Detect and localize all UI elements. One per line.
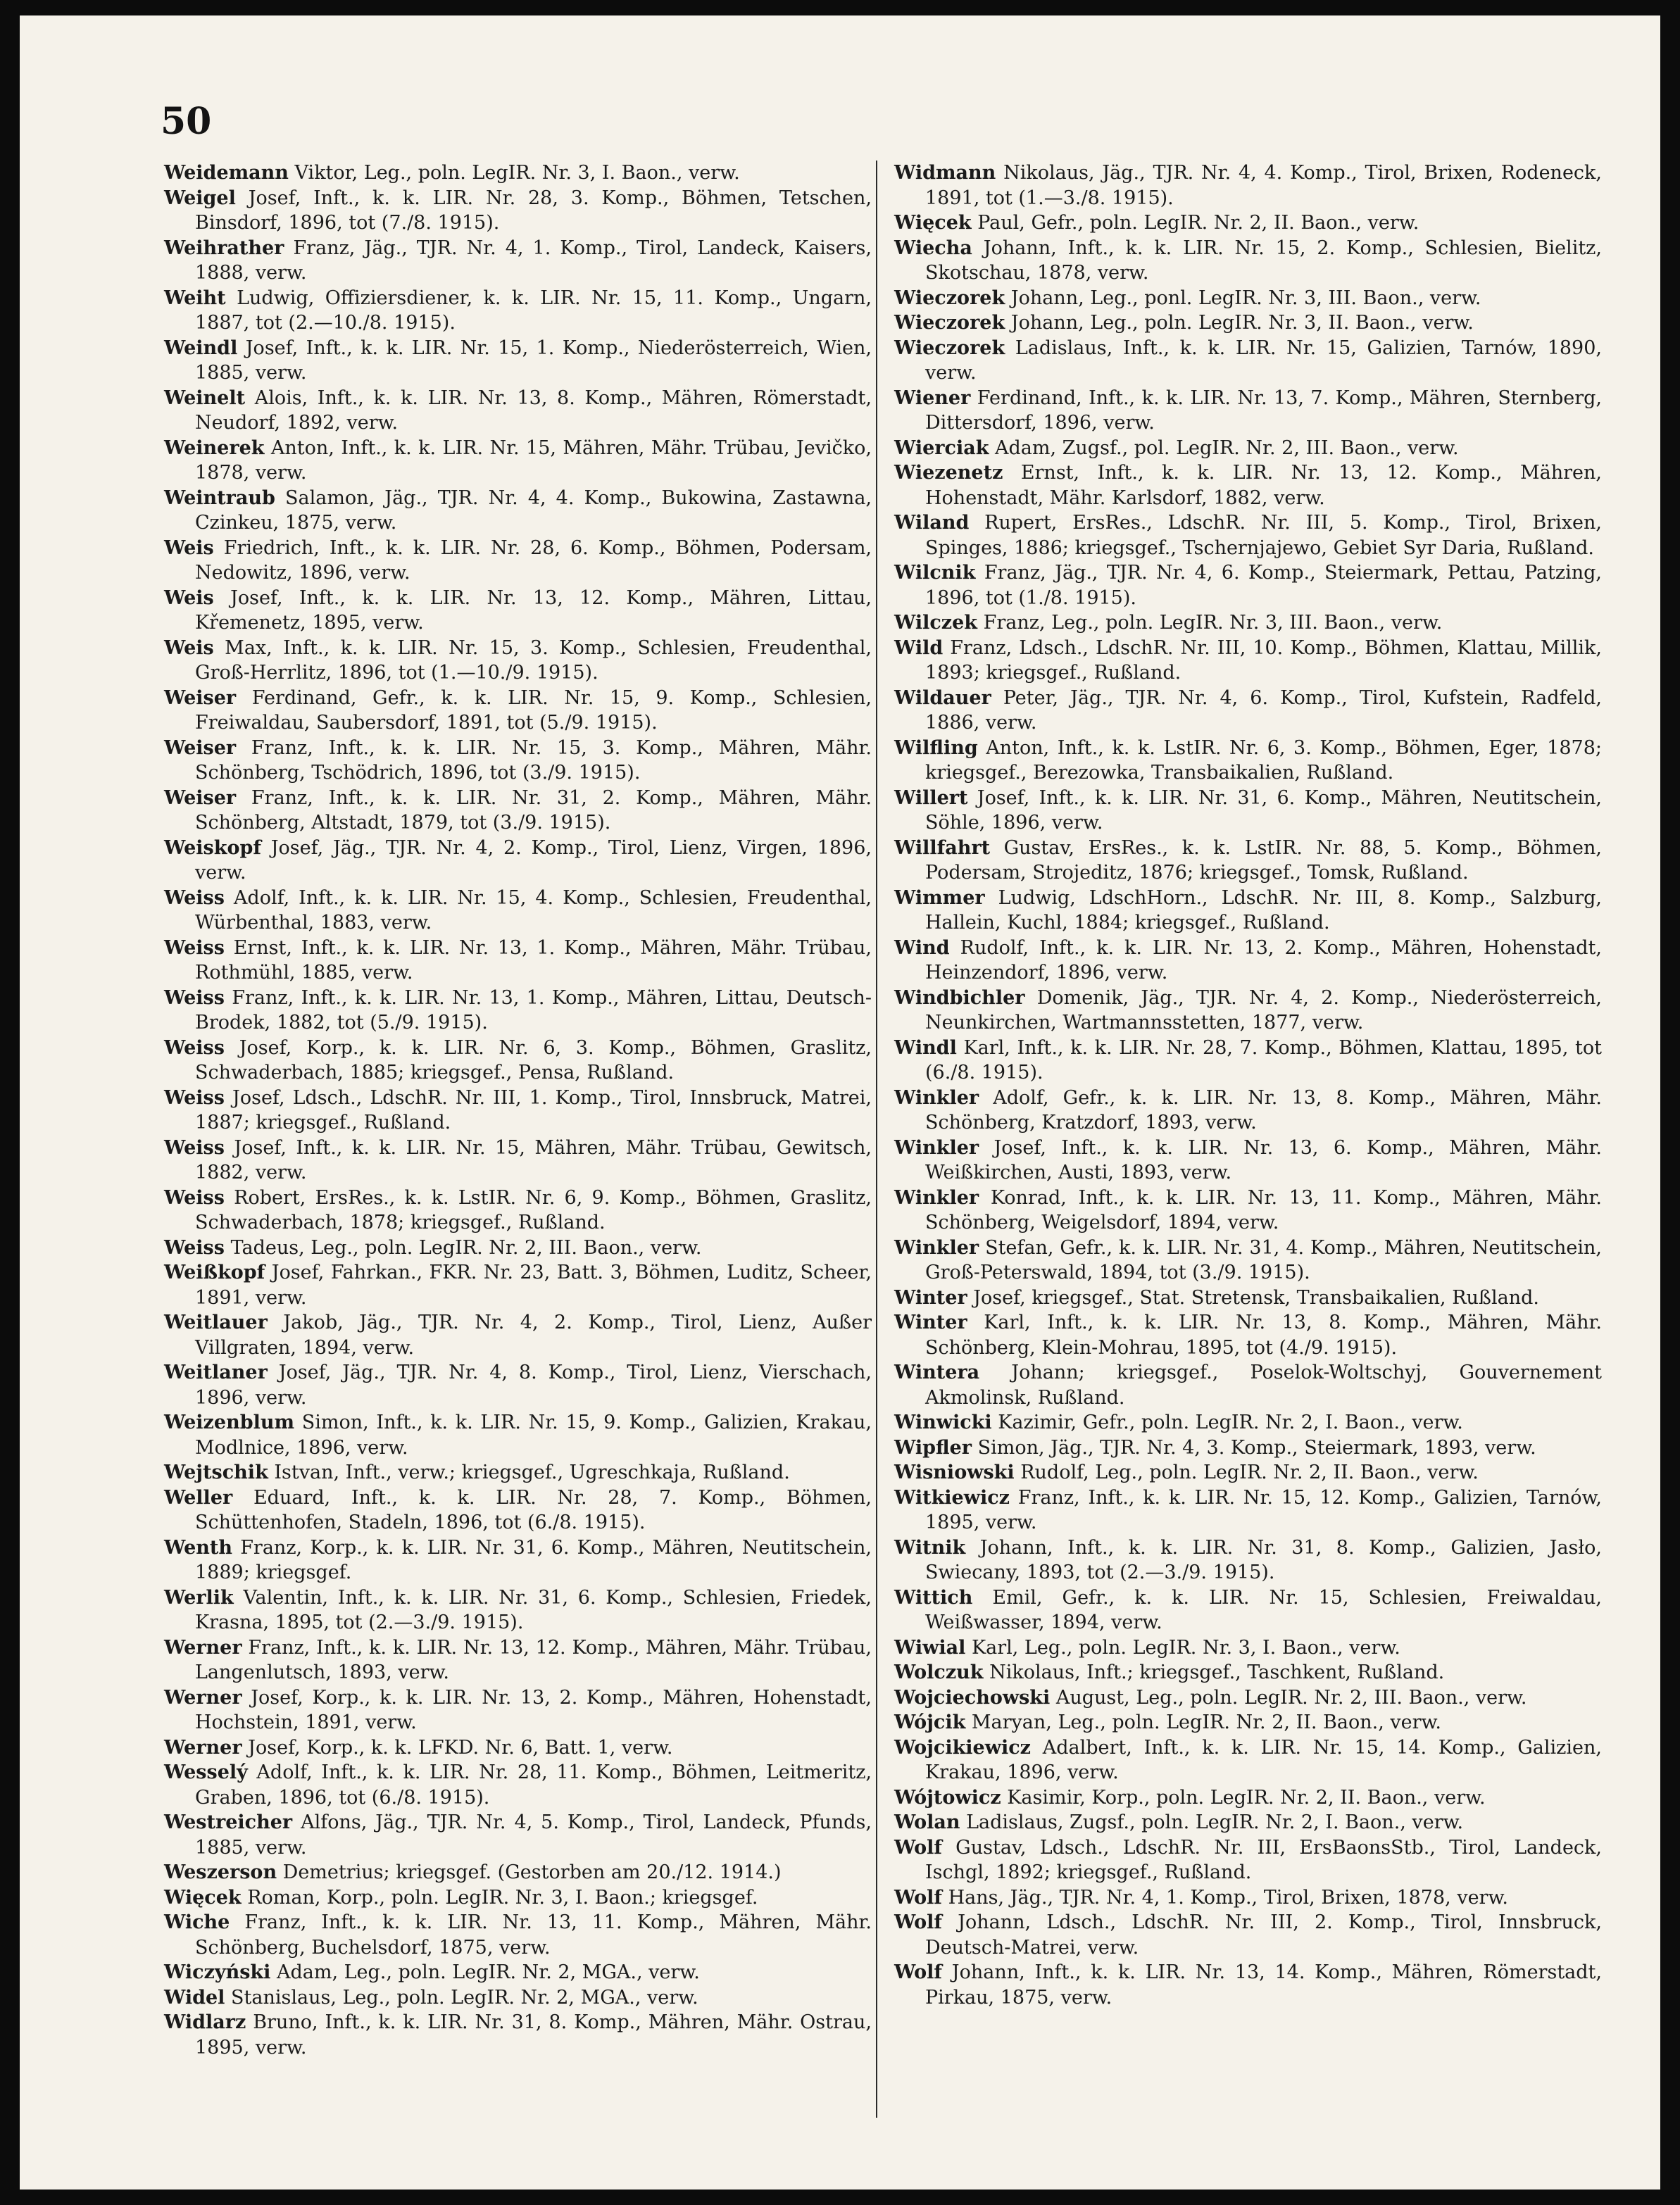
entry-surname: Wisniowski [894, 1462, 1015, 1483]
entry-details: Franz, Inft., k. k. LIR. Nr. 13, 11. Komp., Mähren, Mähr. Schönberg, Buchelsdorf, 1875, verw. [195, 1911, 872, 1959]
entry-details: Gustav, ErsRes., k. k. LstIR. Nr. 88, 5. Komp., Böhmen, Podersam, Strojeditz, 1876; kriegsgef., Tomsk, Rußland. [925, 836, 1602, 884]
entry-surname: Weis [164, 586, 214, 609]
entry-details: Robert, ErsRes., k. k. LstIR. Nr. 6, 9. Komp., Böhmen, Graslitz, Schwaderbach, 1878; kriegsgef., Rußland. [195, 1186, 872, 1233]
casualty-entry [894, 1635, 1602, 1661]
entry-details: Johann, Leg., ponl. LegIR. Nr. 3, III. Baon., verw. [1010, 287, 1481, 309]
entry-details: Simon, Jäg., TJR. Nr. 4, 3. Komp., Steiermark, 1893, verw. [977, 1436, 1536, 1459]
entry-details: Demetrius; kriegsgef. (Gestorben am 20./12. 1914.) [282, 1861, 782, 1883]
entry-details: Max, Inft., k. k. LIR. Nr. 15, 3. Komp., Schlesien, Freudenthal, Groß-Herrlitz, 1896, tot (1.—10./9. 1915). [195, 636, 872, 684]
casualty-entry [164, 1460, 872, 1485]
casualty-entry [164, 1960, 872, 1985]
entry-surname: Wejtschik [164, 1462, 268, 1483]
entry-details: Ludwig, LdschHorn., LdschR. Nr. III, 8. Komp., Salzburg, Hallein, Kuchl, 1884; kriegsgef., Rußland. [925, 886, 1602, 934]
casualty-entry [894, 786, 1602, 836]
entry-surname: Weigel [164, 187, 236, 209]
casualty-entry [894, 1236, 1602, 1286]
entry-details: Eduard, Inft., k. k. LIR. Nr. 28, 7. Komp., Böhmen, Schüttenhofen, Stadeln, 1896, tot (6./8. 1915). [195, 1486, 872, 1533]
entry-details: Franz, Jäg., TJR. Nr. 4, 1. Komp., Tirol, Landeck, Kaisers, 1888, verw. [195, 237, 872, 284]
entry-details: Bruno, Inft., k. k. LIR. Nr. 31, 8. Komp., Mähren, Mähr. Ostrau, 1895, verw. [195, 2011, 872, 2059]
casualty-entry [164, 2010, 872, 2060]
entry-surname: Wiwial [894, 1636, 966, 1659]
entry-surname: Werner [164, 1636, 242, 1659]
entry-surname: Wierciak [894, 436, 989, 459]
left-column [164, 161, 872, 2060]
casualty-entry [894, 836, 1602, 886]
casualty-entry [894, 1660, 1602, 1685]
entry-details: Ladislaus, Zugsf., poln. LegIR. Nr. 2, I. Baon., verw. [966, 1811, 1464, 1833]
entry-details: Roman, Korp., poln. LegIR. Nr. 3, I. Baon.; kriegsgef. [247, 1886, 758, 1909]
entry-surname: Więcek [894, 212, 972, 234]
entry-details: Johann, Ldsch., LdschR. Nr. III, 2. Komp., Tirol, Innsbruck, Deutsch-Matrei, verw. [925, 1911, 1602, 1959]
entry-surname: Wojciechowski [894, 1686, 1051, 1709]
entry-details: Josef, Fahrkan., FKR. Nr. 23, Batt. 3, Böhmen, Luditz, Scheer, 1891, verw. [195, 1262, 872, 1309]
entry-details: Adam, Leg., poln. LegIR. Nr. 2, MGA., verw. [276, 1961, 700, 1983]
entry-surname: Wiland [894, 512, 970, 534]
entry-details: Adalbert, Inft., k. k. LIR. Nr. 15, 14. Komp., Galizien, Krakau, 1896, verw. [925, 1736, 1602, 1783]
entry-details: Rudolf, Inft., k. k. LIR. Nr. 13, 2. Komp., Mähren, Hohenstadt, Heinzendorf, 1896, verw. [925, 936, 1602, 984]
entry-surname: Weiser [164, 686, 237, 709]
entry-surname: Witkiewicz [894, 1486, 1010, 1509]
entry-surname: Widmann [894, 162, 996, 184]
entry-details: Anton, Inft., k. k. LIR. Nr. 15, Mähren, Mähr. Trübau, Jevičko, 1878, verw. [195, 436, 872, 484]
entry-surname: Wieczorek [894, 337, 1005, 359]
casualty-entry [894, 1910, 1602, 1960]
entry-details: August, Leg., poln. LegIR. Nr. 2, III. Baon., verw. [1055, 1686, 1527, 1709]
entry-details: Franz, Inft., k. k. LIR. Nr. 13, 12. Komp., Mähren, Mähr. Trübau, Langenlutsch, 1893, verw. [195, 1636, 872, 1683]
entry-surname: Wittich [894, 1586, 973, 1609]
entry-details: Franz, Ldsch., LdschR. Nr. III, 10. Komp., Böhmen, Klattau, Millik, 1893; kriegsgef., Rußland. [925, 636, 1602, 684]
entry-surname: Wintera [894, 1362, 980, 1383]
entry-surname: Weiss [164, 1136, 225, 1159]
casualty-entry [164, 1860, 872, 1885]
casualty-entry [894, 1810, 1602, 1835]
entry-details: Josef, Ldsch., LdschR. Nr. III, 1. Komp., Tirol, Innsbruck, Matrei, 1887; kriegsgef., Rußland. [195, 1086, 872, 1133]
entry-surname: Winter [894, 1286, 967, 1309]
entry-surname: Weintraub [164, 486, 275, 509]
casualty-entry [894, 1585, 1602, 1635]
casualty-entry [164, 736, 872, 786]
casualty-entry [894, 1885, 1602, 1911]
entry-details: Johann; kriegsgef., Poselok-Woltschyj, Gouvernement Akmolinsk, Rußland. [925, 1362, 1602, 1409]
casualty-entry [164, 161, 872, 186]
casualty-entry [164, 986, 872, 1036]
entry-surname: Wimmer [894, 886, 985, 909]
entry-details: Franz, Korp., k. k. LIR. Nr. 31, 6. Komp., Mähren, Neutitschein, 1889; kriegsgef. [195, 1536, 872, 1583]
casualty-entry [164, 236, 872, 286]
entry-details: Rudolf, Leg., poln. LegIR. Nr. 2, II. Baon., verw. [1020, 1462, 1479, 1483]
casualty-entry [894, 736, 1602, 786]
entry-surname: Winkler [894, 1236, 979, 1259]
casualty-entry [164, 1685, 872, 1735]
casualty-entry [894, 636, 1602, 686]
entry-surname: Weindl [164, 337, 238, 359]
casualty-entry [164, 1310, 872, 1360]
entry-surname: Wiezenetz [894, 462, 1003, 484]
casualty-entry [894, 610, 1602, 636]
entry-surname: Weiht [164, 287, 226, 309]
entry-surname: Weizenblum [164, 1412, 295, 1433]
casualty-entry [894, 1410, 1602, 1436]
casualty-entry [164, 336, 872, 386]
entry-surname: Witnik [894, 1536, 966, 1559]
entry-details: Stefan, Gefr., k. k. LIR. Nr. 31, 4. Komp., Mähren, Neutitschein, Groß-Peterswald, 1894, tot (3./9. 1915). [925, 1236, 1602, 1283]
entry-details: Josef, Korp., k. k. LFKD. Nr. 6, Batt. 1, verw. [248, 1736, 673, 1759]
casualty-entry [164, 536, 872, 586]
casualty-entry [894, 936, 1602, 986]
entry-surname: Weiser [164, 736, 237, 759]
entry-surname: Wildauer [894, 686, 991, 709]
entry-surname: Winkler [894, 1086, 979, 1109]
entry-surname: Winkler [894, 1186, 979, 1209]
entry-details: Franz, Jäg., TJR. Nr. 4, 6. Komp., Steiermark, Pettau, Patzing, 1896, tot (1./8. 1915). [925, 562, 1602, 609]
casualty-entry [894, 1460, 1602, 1485]
entry-surname: Wójtowicz [894, 1786, 1001, 1809]
casualty-entry [894, 1286, 1602, 1311]
right-column [894, 161, 1602, 2010]
casualty-entry [164, 836, 872, 886]
entry-surname: Windl [894, 1036, 957, 1059]
entry-surname: Winkler [894, 1136, 979, 1159]
entry-surname: Wolf [894, 1911, 943, 1933]
entry-details: Johann, Inft., k. k. LIR. Nr. 13, 14. Komp., Mähren, Römerstadt, Pirkau, 1875, verw. [925, 1961, 1602, 2009]
casualty-entry [894, 286, 1602, 311]
entry-surname: Winwicki [894, 1412, 992, 1433]
entry-surname: Weihrather [164, 237, 284, 259]
entry-details: Josef, Inft., k. k. LIR. Nr. 15, Mähren, Mähr. Trübau, Gewitsch, 1882, verw. [195, 1136, 872, 1183]
entry-details: Salamon, Jäg., TJR. Nr. 4, 4. Komp., Bukowina, Zastawna, Czinkeu, 1875, verw. [195, 486, 872, 534]
entry-surname: Windbichler [894, 986, 1025, 1009]
entry-surname: Weiss [164, 1186, 225, 1209]
entry-details: Franz, Inft., k. k. LIR. Nr. 15, 12. Komp., Galizien, Tarnów, 1895, verw. [925, 1486, 1602, 1533]
entry-surname: Weis [164, 636, 214, 659]
casualty-entry [164, 886, 872, 936]
entry-details: Josef, Inft., k. k. LIR. Nr. 15, 1. Komp., Niederösterreich, Wien, 1885, verw. [195, 337, 872, 384]
entry-surname: Wolf [894, 1961, 943, 1983]
entry-surname: Wilcnik [894, 562, 976, 584]
entry-details: Viktor, Leg., poln. LegIR. Nr. 3, I. Baon., verw. [294, 162, 740, 184]
entry-details: Johann, Leg., poln. LegIR. Nr. 3, II. Baon., verw. [1010, 312, 1474, 334]
entry-surname: Wolf [894, 1886, 943, 1909]
entry-details: Ferdinand, Inft., k. k. LIR. Nr. 13, 7. Komp., Mähren, Sternberg, Dittersdorf, 1896, verw. [925, 387, 1602, 434]
entry-details: Anton, Inft., k. k. LstIR. Nr. 6, 3. Komp., Böhmen, Eger, 1878; kriegsgef., Berezowka, Transbaikalien, Rußland. [925, 736, 1602, 784]
casualty-entry [164, 1910, 872, 1960]
entry-surname: Widlarz [164, 2011, 246, 2033]
entry-details: Josef, Jäg., TJR. Nr. 4, 8. Komp., Tirol, Lienz, Vierschach, 1896, verw. [195, 1362, 872, 1409]
entry-details: Adam, Zugsf., pol. LegIR. Nr. 2, III. Baon., verw. [995, 436, 1459, 459]
column-divider [876, 161, 877, 2118]
entry-details: Maryan, Leg., poln. LegIR. Nr. 2, II. Baon., verw. [971, 1711, 1442, 1733]
casualty-entry [894, 1685, 1602, 1711]
entry-details: Hans, Jäg., TJR. Nr. 4, 1. Komp., Tirol, Brixen, 1878, verw. [948, 1886, 1508, 1909]
casualty-entry [894, 1360, 1602, 1410]
entry-details: Josef, Korp., k. k. LIR. Nr. 13, 2. Komp., Mähren, Hohenstadt, Hochstein, 1891, verw. [195, 1686, 872, 1733]
entry-surname: Werner [164, 1686, 242, 1709]
entry-surname: Wesselý [164, 1761, 248, 1783]
casualty-entry [894, 1136, 1602, 1186]
entry-details: Josef, kriegsgef., Stat. Stretensk, Transbaikalien, Rußland. [973, 1286, 1539, 1309]
casualty-entry [894, 1535, 1602, 1585]
entry-details: Peter, Jäg., TJR. Nr. 4, 6. Komp., Tirol, Kufstein, Radfeld, 1886, verw. [925, 686, 1602, 734]
casualty-entry [894, 560, 1602, 610]
casualty-entry [164, 1036, 872, 1086]
casualty-entry [164, 1585, 872, 1635]
casualty-entry [164, 1410, 872, 1460]
entry-details: Johann, Inft., k. k. LIR. Nr. 15, 2. Komp., Schlesien, Bielitz, Skotschau, 1878, verw. [925, 237, 1602, 284]
casualty-entry [894, 211, 1602, 236]
casualty-entry [164, 1735, 872, 1761]
page-number: 50 [161, 100, 212, 143]
entry-details: Valentin, Inft., k. k. LIR. Nr. 31, 6. Komp., Schlesien, Friedek, Krasna, 1895, tot (2.—3./9. 1915). [195, 1586, 872, 1633]
entry-details: Johann, Inft., k. k. LIR. Nr. 31, 8. Komp., Galizien, Jasło, Swiecany, 1893, tot (2.—3./9. 1915). [925, 1536, 1602, 1583]
casualty-entry [894, 1835, 1602, 1885]
entry-surname: Weidemann [164, 162, 289, 184]
entry-details: Ferdinand, Gefr., k. k. LIR. Nr. 15, 9. Komp., Schlesien, Freiwaldau, Saubersdorf, 1891, tot (5./9. 1915). [195, 686, 872, 734]
entry-surname: Weller [164, 1486, 233, 1509]
entry-surname: Wenth [164, 1536, 233, 1559]
casualty-entry [894, 1960, 1602, 2010]
casualty-entry [164, 1236, 872, 1261]
entry-surname: Widel [164, 1986, 225, 2009]
entry-details: Karl, Leg., poln. LegIR. Nr. 3, I. Baon., verw. [971, 1636, 1400, 1659]
casualty-entry [894, 310, 1602, 336]
entry-details: Domenik, Jäg., TJR. Nr. 4, 2. Komp., Niederösterreich, Neunkirchen, Wartmannsstetten, 1877, verw. [925, 986, 1602, 1034]
casualty-entry [164, 286, 872, 336]
casualty-entry [894, 1310, 1602, 1360]
entry-details: Kazimir, Gefr., poln. LegIR. Nr. 2, I. Baon., verw. [998, 1412, 1463, 1433]
entry-details: Franz, Inft., k. k. LIR. Nr. 31, 2. Komp., Mähren, Mähr. Schönberg, Altstadt, 1879, tot (3./9. 1915). [195, 786, 872, 834]
entry-surname: Wolf [894, 1836, 943, 1859]
entry-details: Franz, Leg., poln. LegIR. Nr. 3, III. Baon., verw. [983, 612, 1443, 634]
entry-surname: Willfahrt [894, 836, 991, 859]
entry-surname: Weitlaner [164, 1362, 268, 1383]
entry-details: Josef, Inft., k. k. LIR. Nr. 31, 6. Komp., Mähren, Neutitschein, Söhle, 1896, verw. [925, 786, 1602, 834]
entry-details: Franz, Inft., k. k. LIR. Nr. 15, 3. Komp., Mähren, Mähr. Schönberg, Tschödrich, 1896, tot (3./9. 1915). [195, 736, 872, 784]
casualty-entry [164, 436, 872, 486]
casualty-entry [894, 336, 1602, 386]
casualty-entry [894, 161, 1602, 211]
casualty-entry [894, 1735, 1602, 1785]
entry-details: Jakob, Jäg., TJR. Nr. 4, 2. Komp., Tirol, Lienz, Außer Villgraten, 1894, verw. [195, 1312, 872, 1359]
casualty-entry [164, 1760, 872, 1810]
casualty-entry [894, 686, 1602, 736]
entry-details: Josef, Inft., k. k. LIR. Nr. 13, 6. Komp., Mähren, Mähr. Weißkirchen, Austi, 1893, verw. [925, 1136, 1602, 1183]
entry-surname: Werner [164, 1736, 242, 1759]
entry-surname: Winter [894, 1312, 967, 1333]
entry-surname: Weiss [164, 1036, 225, 1059]
entry-details: Ludwig, Offiziersdiener, k. k. LIR. Nr. 15, 11. Komp., Ungarn, 1887, tot (2.—10./8. 1915). [195, 287, 872, 334]
casualty-entry [164, 636, 872, 686]
entry-surname: Weinerek [164, 436, 265, 459]
casualty-entry [894, 1436, 1602, 1461]
entry-details: Ernst, Inft., k. k. LIR. Nr. 13, 12. Komp., Mähren, Hohenstadt, Mähr. Karlsdorf, 1882, verw. [925, 462, 1602, 509]
entry-details: Emil, Gefr., k. k. LIR. Nr. 15, Schlesien, Freiwaldau, Weißwasser, 1894, verw. [925, 1586, 1602, 1633]
casualty-entry [164, 186, 872, 236]
entry-surname: Wieczorek [894, 312, 1005, 334]
entry-surname: Weiser [164, 786, 237, 809]
casualty-entry [164, 386, 872, 436]
entry-details: Alfons, Jäg., TJR. Nr. 4, 5. Komp., Tirol, Landeck, Pfunds, 1885, verw. [195, 1811, 872, 1859]
casualty-entry [164, 1136, 872, 1186]
casualty-entry [894, 386, 1602, 436]
entry-details: Josef, Inft., k. k. LIR. Nr. 13, 12. Komp., Mähren, Littau, Křemenetz, 1895, verw. [195, 586, 872, 634]
entry-surname: Willert [894, 786, 968, 809]
casualty-entry [164, 936, 872, 986]
casualty-entry [894, 236, 1602, 286]
entry-surname: Wind [894, 936, 950, 959]
entry-details: Gustav, Ldsch., LdschR. Nr. III, ErsBaonsStb., Tirol, Landeck, Ischgl, 1892; kriegsgef., Rußland. [925, 1836, 1602, 1883]
entry-details: Friedrich, Inft., k. k. LIR. Nr. 28, 6. Komp., Böhmen, Podersam, Nedowitz, 1896, verw. [195, 536, 872, 584]
entry-surname: Wilfling [894, 736, 978, 759]
entry-surname: Wieczorek [894, 287, 1005, 309]
entry-surname: Weiskopf [164, 836, 261, 859]
entry-details: Stanislaus, Leg., poln. LegIR. Nr. 2, MGA., verw. [231, 1986, 698, 2009]
entry-details: Paul, Gefr., poln. LegIR. Nr. 2, II. Baon., verw. [977, 212, 1419, 234]
entry-surname: Wipfler [894, 1436, 972, 1459]
casualty-entry [164, 1635, 872, 1685]
entry-surname: Wilczek [894, 612, 978, 634]
entry-surname: Wiecha [894, 237, 972, 259]
entry-surname: Weiss [164, 986, 225, 1009]
casualty-entry [894, 436, 1602, 461]
entry-surname: Weis [164, 536, 214, 559]
entry-surname: Wiche [164, 1911, 230, 1933]
entry-details: Alois, Inft., k. k. LIR. Nr. 13, 8. Komp., Mähren, Römerstadt, Neudorf, 1892, verw. [195, 387, 872, 434]
entry-details: Nikolaus, Jäg., TJR. Nr. 4, 4. Komp., Tirol, Brixen, Rodeneck, 1891, tot (1.—3./8. 1915). [925, 162, 1602, 209]
entry-details: Istvan, Inft., verw.; kriegsgef., Ugreschkaja, Rußland. [274, 1462, 790, 1483]
entry-details: Konrad, Inft., k. k. LIR. Nr. 13, 11. Komp., Mähren, Mähr. Schönberg, Weigelsdorf, 1894, verw. [925, 1186, 1602, 1233]
entry-surname: Wiener [894, 387, 971, 409]
casualty-entry [894, 1785, 1602, 1811]
casualty-entry [894, 1036, 1602, 1086]
entry-details: Josef, Inft., k. k. LIR. Nr. 28, 3. Komp., Böhmen, Tetschen, Binsdorf, 1896, tot (7./8. 1915). [195, 187, 872, 234]
casualty-entry [894, 1710, 1602, 1735]
casualty-entry [164, 586, 872, 636]
casualty-entry [164, 1360, 872, 1410]
entry-details: Adolf, Inft., k. k. LIR. Nr. 28, 11. Komp., Böhmen, Leitmeritz, Graben, 1896, tot (6./8. 1915). [195, 1761, 872, 1809]
entry-surname: Więcek [164, 1886, 242, 1909]
entry-details: Rupert, ErsRes., LdschR. Nr. III, 5. Komp., Tirol, Brixen, Spinges, 1886; kriegsgef., Tschernjajewo, Gebiet Syr Daria, Rußland. [925, 512, 1602, 559]
entry-surname: Wiczyński [164, 1961, 271, 1983]
entry-details: Karl, Inft., k. k. LIR. Nr. 28, 7. Komp., Böhmen, Klattau, 1895, tot (6./8. 1915). [925, 1036, 1602, 1083]
entry-details: Adolf, Inft., k. k. LIR. Nr. 15, 4. Komp., Schlesien, Freudenthal, Würbenthal, 1883, verw. [195, 886, 872, 934]
entry-details: Franz, Inft., k. k. LIR. Nr. 13, 1. Komp., Mähren, Littau, Deutsch-Brodek, 1882, tot (5./9. 1915). [195, 986, 872, 1034]
casualty-entry [164, 686, 872, 736]
entry-surname: Weißkopf [164, 1262, 265, 1283]
casualty-entry [164, 1885, 872, 1911]
entry-surname: Wild [894, 636, 944, 659]
entry-surname: Wolan [894, 1811, 960, 1833]
casualty-entry [164, 486, 872, 536]
casualty-entry [894, 1485, 1602, 1535]
entry-surname: Wojcikiewicz [894, 1736, 1032, 1759]
document-page [20, 15, 1660, 2190]
entry-surname: Weiss [164, 886, 225, 909]
entry-surname: Wolczuk [894, 1661, 984, 1683]
casualty-entry [164, 1485, 872, 1535]
casualty-entry [164, 1186, 872, 1236]
entry-surname: Weiss [164, 936, 225, 959]
entry-details: Simon, Inft., k. k. LIR. Nr. 15, 9. Komp., Galizien, Krakau, Modlnice, 1896, verw. [195, 1412, 872, 1459]
entry-surname: Weiss [164, 1086, 225, 1109]
entry-surname: Wójcik [894, 1711, 966, 1733]
casualty-entry [164, 1086, 872, 1136]
casualty-entry [894, 1086, 1602, 1136]
entry-surname: Weinelt [164, 387, 246, 409]
casualty-entry [894, 886, 1602, 936]
casualty-entry [164, 786, 872, 836]
casualty-entry [894, 1186, 1602, 1236]
casualty-entry [164, 1810, 872, 1860]
entry-details: Ladislaus, Inft., k. k. LIR. Nr. 15, Galizien, Tarnów, 1890, verw. [925, 337, 1602, 384]
entry-surname: Weitlauer [164, 1312, 268, 1333]
casualty-entry [164, 1535, 872, 1585]
casualty-entry [894, 460, 1602, 510]
entry-surname: Weszerson [164, 1861, 277, 1883]
entry-details: Tadeus, Leg., poln. LegIR. Nr. 2, III. Baon., verw. [230, 1236, 702, 1259]
entry-details: Josef, Korp., k. k. LIR. Nr. 6, 3. Komp., Böhmen, Graslitz, Schwaderbach, 1885; kriegsgef., Pensa, Rußland. [195, 1036, 872, 1083]
casualty-entry [164, 1260, 872, 1310]
entry-surname: Werlik [164, 1586, 234, 1609]
entry-surname: Weiss [164, 1236, 225, 1259]
casualty-entry [894, 986, 1602, 1036]
entry-details: Nikolaus, Inft.; kriegsgef., Taschkent, Rußland. [989, 1661, 1445, 1683]
entry-details: Karl, Inft., k. k. LIR. Nr. 13, 8. Komp., Mähren, Mähr. Schönberg, Klein-Mohrau, 1895, tot (4./9. 1915). [925, 1312, 1602, 1359]
entry-surname: Westreicher [164, 1811, 293, 1833]
casualty-entry [894, 510, 1602, 560]
entry-details: Ernst, Inft., k. k. LIR. Nr. 13, 1. Komp., Mähren, Mähr. Trübau, Rothmühl, 1885, verw. [195, 936, 872, 984]
entry-details: Josef, Jäg., TJR. Nr. 4, 2. Komp., Tirol, Lienz, Virgen, 1896, verw. [195, 836, 872, 884]
entry-details: Adolf, Gefr., k. k. LIR. Nr. 13, 8. Komp., Mähren, Mähr. Schönberg, Kratzdorf, 1893, verw. [925, 1086, 1602, 1133]
entry-details: Kasimir, Korp., poln. LegIR. Nr. 2, II. Baon., verw. [1007, 1786, 1486, 1809]
casualty-entry [164, 1985, 872, 2011]
